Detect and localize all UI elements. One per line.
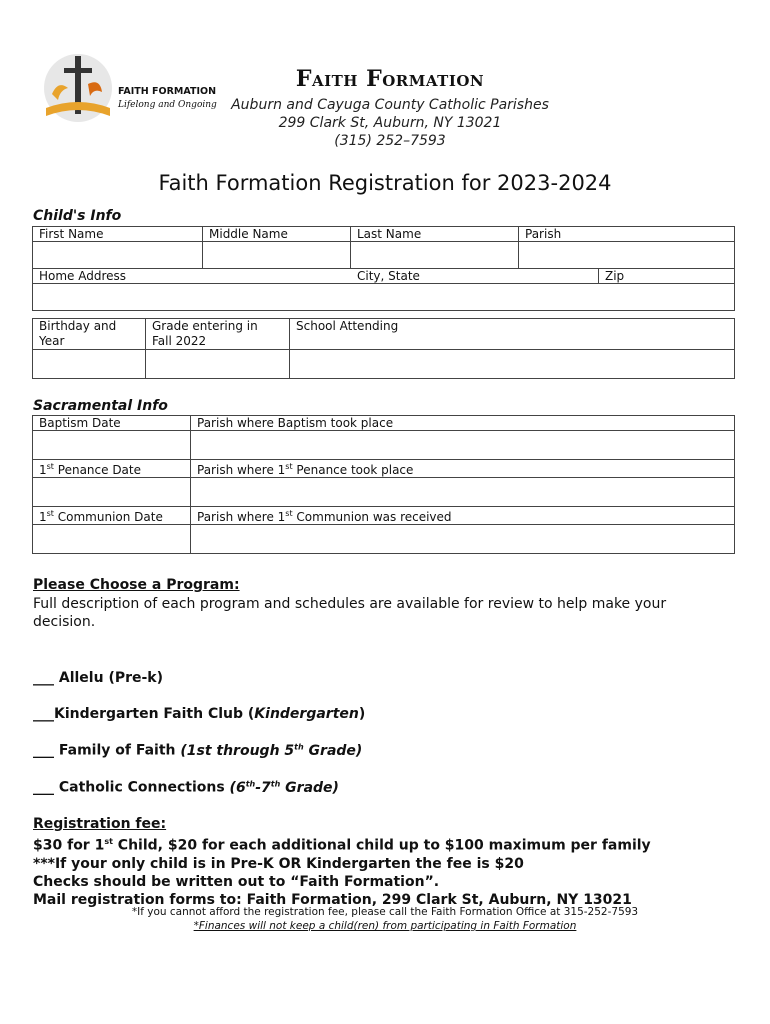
birthday-label-line1: Birthday and [39, 319, 117, 333]
form-title: Faith Formation Registration for 2023-2024 [158, 171, 612, 195]
home-address-field[interactable] [33, 284, 735, 311]
child-address-table [32, 268, 735, 311]
fee-line-4: Mail registration forms to: Faith Formation, 299 Clark St, Auburn, NY 13021 [33, 891, 632, 908]
middle-name-label: Middle Name [203, 227, 351, 242]
last-name-label: Last Name [351, 227, 519, 242]
fee-heading: Registration fee: [33, 816, 167, 832]
school-label: School Attending [290, 319, 735, 350]
birthday-label [33, 319, 146, 350]
logo-tagline: Lifelong and Ongoing [118, 100, 217, 110]
sacramental-table [32, 415, 735, 554]
city-state-label: City, State [351, 269, 599, 284]
fee-line-1: $30 for 1st Child, $20 for each additional child up to $100 maximum per family [33, 837, 651, 854]
child-name-table [32, 226, 735, 269]
communion-parish-field[interactable] [191, 525, 735, 554]
grade-label-line1: Grade entering in [152, 319, 258, 333]
first-name-field[interactable] [33, 242, 203, 269]
program-description: Full description of each program and schedules are available for review to help make your decision. [33, 596, 667, 630]
faith-formation-logo [38, 50, 218, 128]
child-info-label: Child's Info [33, 208, 122, 224]
middle-name-field[interactable] [203, 242, 351, 269]
penance-date-label: 1st Penance Date [33, 460, 191, 478]
fee-line-2: ***If your only child is in Pre-K OR Kindergarten the fee is $20 [33, 855, 524, 872]
logo-title: FAITH FORMATION [118, 86, 217, 97]
fee-line-3: Checks should be written out to “Faith Formation”. [33, 873, 440, 890]
fee-section [33, 815, 651, 909]
penance-parish-label: Parish where 1st Penance took place [191, 460, 735, 478]
parish-label: Parish [519, 227, 735, 242]
program-kindergarten[interactable]: ___Kindergarten Faith Club (Kindergarten) [33, 706, 366, 722]
communion-date-field[interactable] [33, 525, 191, 554]
fee-note-1: *If you cannot afford the registration fee, please call the Faith Formation Office at 315-252-7593 [131, 906, 639, 918]
sacramental-info-label: Sacramental Info [33, 398, 168, 414]
penance-date-field[interactable] [33, 478, 191, 507]
school-field[interactable] [290, 350, 735, 379]
baptism-parish-field[interactable] [191, 431, 735, 460]
first-name-label: First Name [33, 227, 203, 242]
penance-parish-field[interactable] [191, 478, 735, 507]
birthday-field[interactable] [33, 350, 146, 379]
birthday-label-line2: Year [39, 334, 65, 348]
program-catholic-connections[interactable]: ___ Catholic Connections (6th-7th Grade) [33, 779, 339, 796]
communion-parish-label: Parish where 1st Communion was received [191, 507, 735, 525]
program-heading: Please Choose a Program: [33, 577, 240, 593]
baptism-parish-label: Parish where Baptism took place [191, 416, 735, 431]
communion-date-label: 1st Communion Date [33, 507, 191, 525]
org-subtitle: Auburn and Cayuga County Catholic Parishes [231, 97, 549, 113]
last-name-field[interactable] [351, 242, 519, 269]
child-school-table [32, 318, 735, 379]
org-phone: (315) 252–7593 [334, 133, 446, 149]
baptism-date-field[interactable] [33, 431, 191, 460]
parish-field[interactable] [519, 242, 735, 269]
grade-label [146, 319, 290, 350]
zip-label: Zip [599, 269, 735, 284]
program-allelu[interactable]: ___ Allelu (Pre-k) [33, 670, 164, 686]
grade-field[interactable] [146, 350, 290, 379]
program-family-of-faith[interactable]: ___ Family of Faith (1st through 5th Grade) [33, 742, 363, 759]
fee-note-2: *Finances will not keep a child(ren) from participating in Faith Formation [193, 920, 577, 932]
org-title: Faith Formation [295, 66, 485, 92]
home-address-label: Home Address [33, 269, 351, 284]
baptism-date-label: Baptism Date [33, 416, 191, 431]
org-address: 299 Clark St, Auburn, NY 13021 [278, 115, 502, 131]
grade-label-line2: Fall 2022 [152, 334, 207, 348]
